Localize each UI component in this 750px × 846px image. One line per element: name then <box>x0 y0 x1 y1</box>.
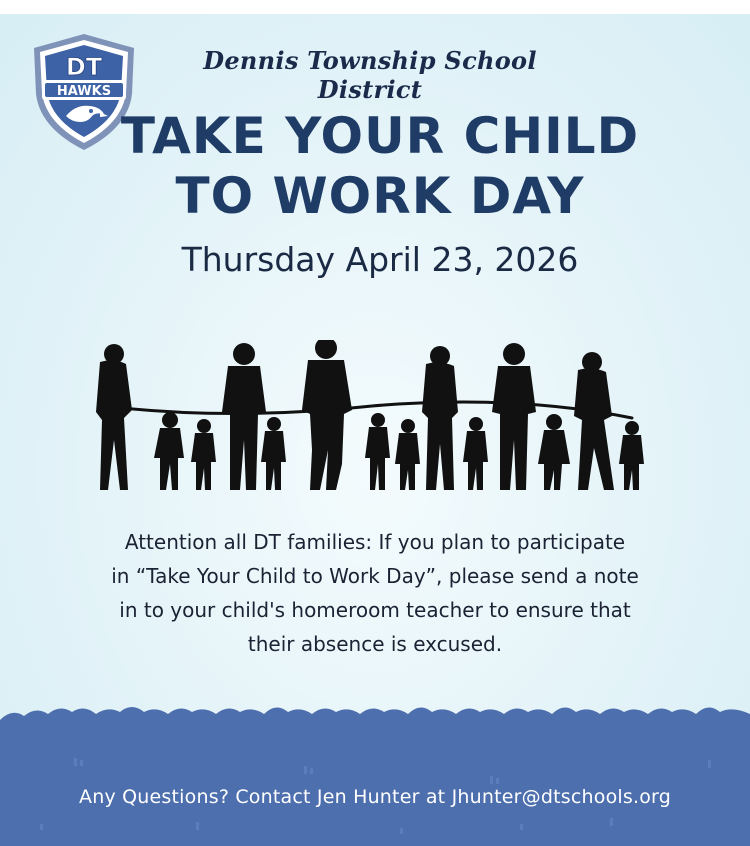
child-silhouette <box>365 413 390 490</box>
message-line: in “Take Your Child to Work Day”, please send a note <box>111 564 639 588</box>
event-title-line-1: TAKE YOUR CHILD <box>120 107 640 165</box>
message-line: their absence is excused. <box>247 632 503 656</box>
logo-banner-text: HAWKS <box>56 84 112 99</box>
child-silhouette <box>261 417 286 490</box>
adult-silhouette <box>96 344 132 490</box>
adult-silhouette <box>422 346 458 490</box>
event-title <box>80 106 680 226</box>
child-silhouette <box>619 421 644 490</box>
logo-top-text: DT <box>65 53 103 81</box>
contact-info: Any Questions? Contact Jen Hunter at Jhunter@dtschools.org <box>79 786 671 808</box>
district-name: Dennis Township School District <box>203 46 537 104</box>
footer-band <box>0 700 750 846</box>
child-silhouette <box>191 419 216 490</box>
attention-message <box>40 525 710 661</box>
flyer <box>0 14 750 846</box>
message-line: Attention all DT families: If you plan to participate <box>124 530 626 554</box>
event-title-line-2: TO WORK DAY <box>175 167 585 225</box>
child-silhouette <box>463 417 488 490</box>
child-silhouette <box>154 412 184 490</box>
child-silhouette <box>395 419 420 490</box>
child-silhouette <box>538 414 570 490</box>
message-line: in to your child's homeroom teacher to ensure that <box>119 598 631 622</box>
adult-silhouette <box>302 340 352 490</box>
adult-silhouette <box>222 343 266 490</box>
event-date: Thursday April 23, 2026 <box>181 240 579 279</box>
adult-silhouette <box>492 343 536 490</box>
family-silhouettes-illustration <box>92 340 652 500</box>
adult-silhouette <box>574 352 614 490</box>
